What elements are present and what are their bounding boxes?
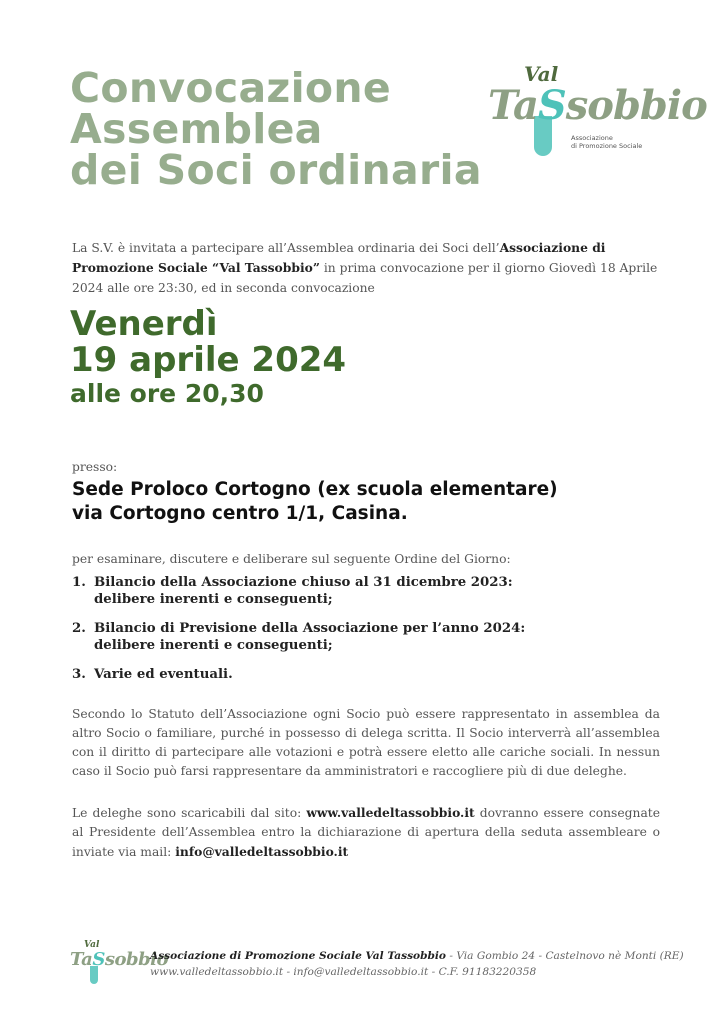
agenda-item-number: 1. bbox=[72, 575, 86, 590]
venue-line: via Cortogno centro 1/1, Casina. bbox=[72, 503, 408, 524]
logo-word-part: Ta bbox=[488, 82, 538, 129]
agenda-item-number: 3. bbox=[72, 667, 86, 682]
title-line: Convocazione bbox=[70, 64, 391, 112]
venue-line: Sede Proloco Cortogno (ex scuola elementare) bbox=[72, 479, 558, 500]
logo-val-text: Val bbox=[524, 62, 559, 86]
footer-logo-word-part: Ta bbox=[70, 949, 93, 970]
meeting-full-date: 19 aprile 2024 bbox=[70, 340, 347, 380]
venue-label: presso: bbox=[72, 460, 118, 474]
title-line: dei Soci ordinaria bbox=[70, 146, 482, 194]
logo-word-teal: S bbox=[537, 82, 566, 129]
agenda-item bbox=[72, 666, 632, 683]
website-link[interactable]: www.valledeltassobbio.it bbox=[306, 805, 475, 820]
statuto-paragraph: Secondo lo Statuto dell’Associazione ogni Socio può essere rappresentato in assemblea da altro Socio o familiare, purché in possesso di delega scritta. Il Socio interverrà all’assemblea con il diritto di partecipare alle votazioni e potrà essere eletto alle cariche sociali. In nessun caso il Socio può farsi rappresentare da amministratori e raccogliere più di due deleghe. bbox=[72, 707, 660, 778]
val-tassobbio-logo bbox=[484, 60, 707, 170]
footer-logo-word-part: sobbio bbox=[104, 949, 168, 970]
meeting-day: Venerdì bbox=[70, 304, 218, 344]
meeting-time: alle ore 20,30 bbox=[70, 379, 264, 408]
footer-logo-val-text: Val bbox=[84, 940, 100, 950]
title-line: Assemblea bbox=[70, 105, 323, 153]
logo-wordmark bbox=[488, 82, 707, 129]
agenda-list bbox=[72, 574, 632, 695]
page-title bbox=[70, 64, 550, 194]
agenda-item bbox=[72, 620, 632, 654]
logo-subtitle: Associazione bbox=[571, 134, 613, 142]
footer-logo-word-teal: S bbox=[92, 949, 105, 970]
intro-text: La S.V. è invitata a partecipare all’Assemblea ordinaria dei Soci dell’ bbox=[72, 241, 500, 255]
deleghe-text: Le deleghe sono scaricabili dal sito: bbox=[72, 806, 307, 820]
agenda-item-text: delibere inerenti e conseguenti; bbox=[94, 592, 333, 607]
footer-address: - Via Gombio 24 - Castelnovo nè Monti (RE) bbox=[446, 950, 684, 962]
deleghe-text: dovranno essere consegnate al Presidente dell’Assemblea entro la dichiarazione di apertura della seduta assembleare o inviate via mail: bbox=[72, 806, 660, 859]
intro-text: in prima convocazione per il giorno Giovedì 18 Aprile 2024 alle ore 23:30, ed in seconda convocazione bbox=[72, 261, 658, 295]
footer-line-1 bbox=[150, 948, 684, 964]
email-link[interactable]: info@valledeltassobbio.it bbox=[175, 844, 349, 859]
association-name: Associazione di Promozione Sociale “Val Tassobbio” bbox=[72, 240, 606, 275]
agenda-item-text: Varie ed eventuali. bbox=[94, 667, 233, 682]
agenda-intro: per esaminare, discutere e deliberare sul seguente Ordine del Giorno: bbox=[72, 552, 511, 566]
logo-word-part: sobbio bbox=[565, 82, 707, 129]
deleghe-paragraph bbox=[72, 803, 660, 862]
venue bbox=[72, 478, 672, 526]
logo-subtitle: di Promozione Sociale bbox=[571, 142, 643, 150]
footer-info bbox=[150, 948, 684, 980]
footer-logo bbox=[68, 940, 168, 988]
agenda-item bbox=[72, 574, 632, 608]
agenda-item-text: delibere inerenti e conseguenti; bbox=[94, 638, 333, 653]
agenda-item-number: 2. bbox=[72, 621, 86, 636]
meeting-date bbox=[70, 306, 490, 410]
footer-contacts: www.valledeltassobbio.it - info@valledeltassobbio.it - C.F. 91183220358 bbox=[150, 966, 537, 978]
agenda-item-text: Bilancio della Associazione chiuso al 31 dicembre 2023: bbox=[94, 575, 513, 590]
intro-paragraph bbox=[72, 238, 662, 298]
agenda-item-text: Bilancio di Previsione della Associazione per l’anno 2024: bbox=[94, 621, 526, 636]
footer-org-name: Associazione di Promozione Sociale Val Tassobbio bbox=[150, 950, 446, 962]
